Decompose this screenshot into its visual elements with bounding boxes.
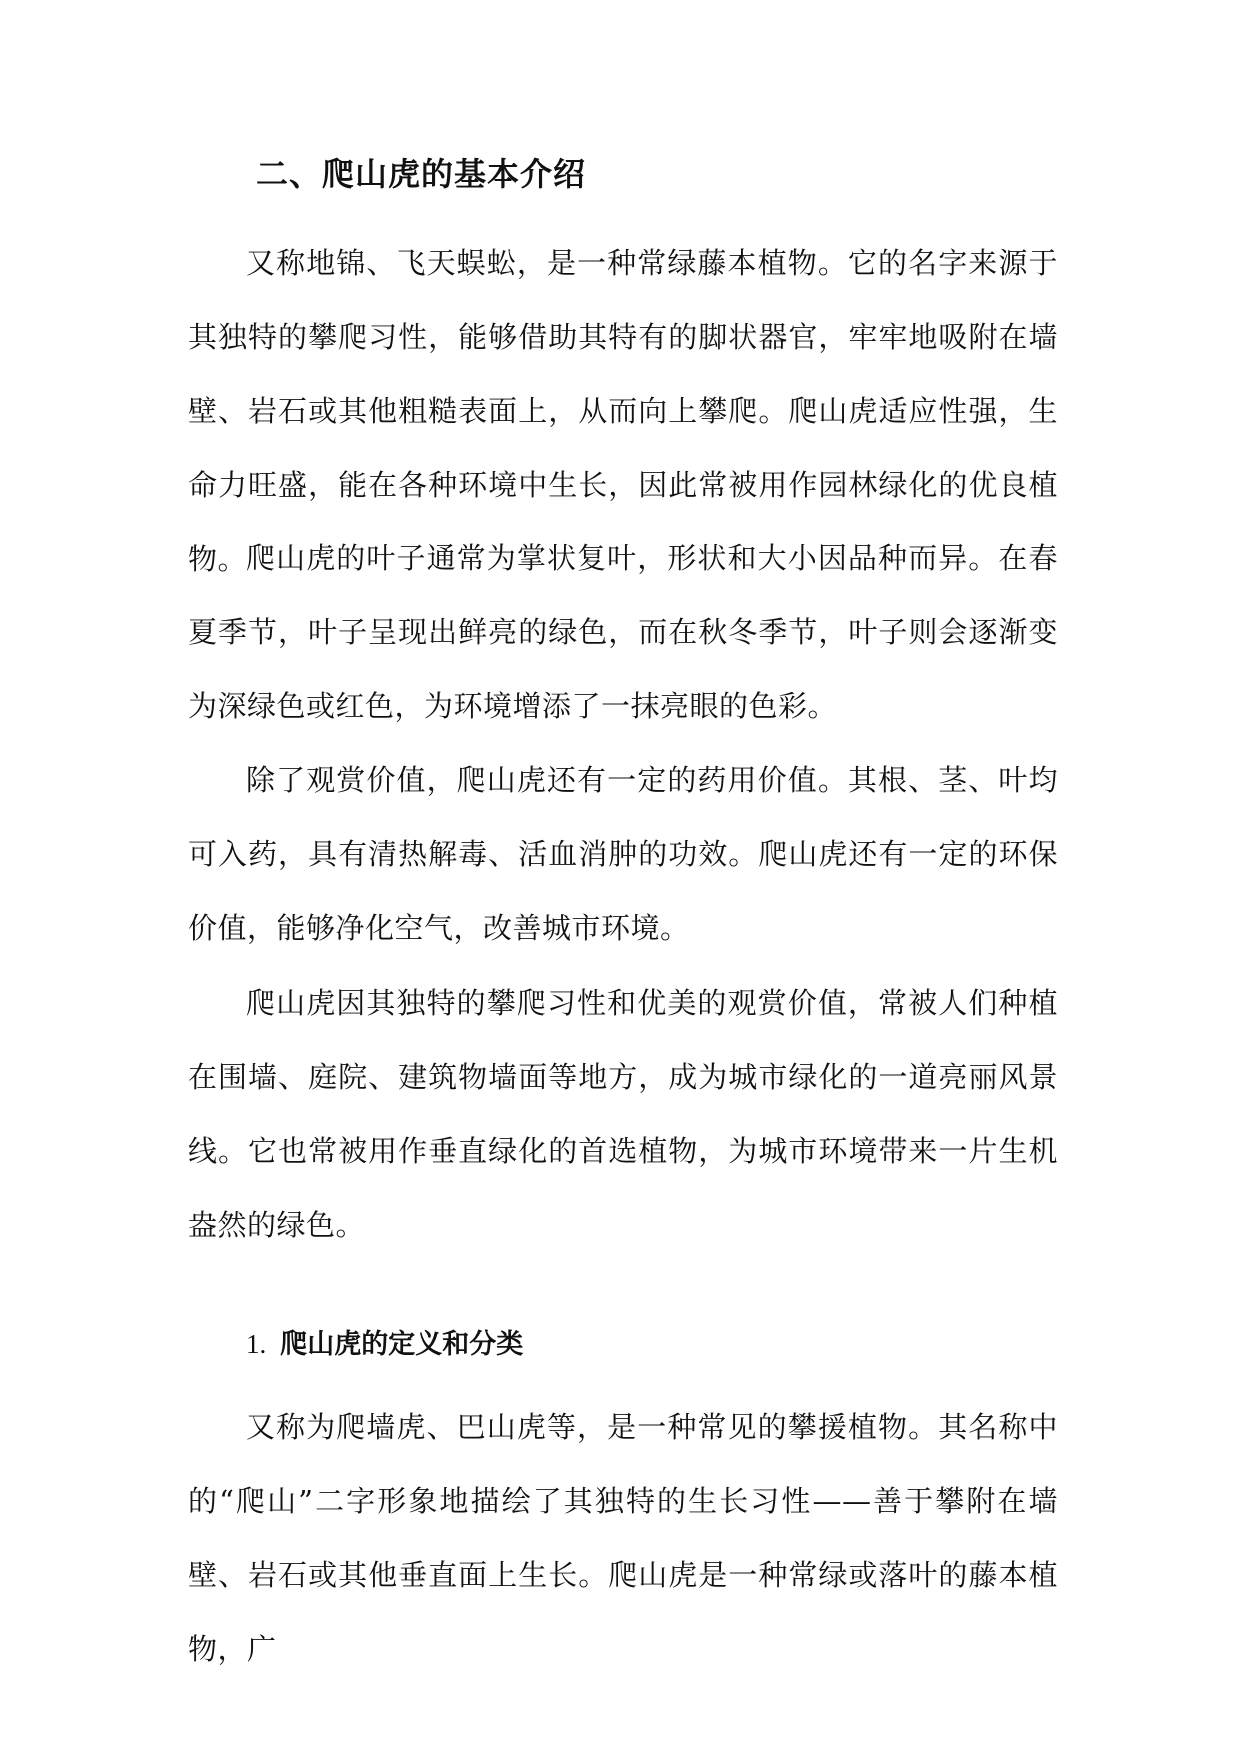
subsection-heading xyxy=(246,1317,523,1372)
paragraph-greening-use: 爬山虎因其独特的攀爬习性和优美的观赏价值，常被人们种植在围墙、庭院、建筑物墙面等地方，成为城市绿化的一道亮丽风景线。它也常被用作垂直绿化的首选植物，为城市环境带来一片生机盎然的绿色。 xyxy=(188,986,1058,1242)
paragraph-intro: 又称地锦、飞天蜈蚣，是一种常绿藤本植物。它的名字来源于其独特的攀爬习性，能够借助其特有的脚状器官，牢牢地吸附在墙壁、岩石或其他粗糙表面上，从而向上攀爬。爬山虎适应性强，生命力旺盛，能在各种环境中生长，因此常被用作园林绿化的优良植物。 xyxy=(188,246,1058,576)
subsection-number: 1. xyxy=(246,1329,267,1359)
paragraph-definition: 又称为爬墙虎、巴山虎等，是一种常见的攀援植物。其名称中的“爬山”二字形象地描绘了其独特的生长习性——善于攀附在墙壁、岩石或其他垂直面上生长。爬山虎是一种常绿或落叶的藤本植物，广 xyxy=(188,1410,1058,1666)
subsection-title: 爬山虎的定义和分类 xyxy=(280,1329,524,1360)
paragraph-leaves: 爬山虎的叶子通常为掌状复叶，形状和大小因品种而异。在春夏季节，叶子呈现出鲜亮的绿色，而在秋冬季节，叶子则会逐渐变为深绿色或红色，为环境增添了一抹亮眼的色彩。 xyxy=(188,541,1058,723)
paragraph-medicinal-value: 除了观赏价值，爬山虎还有一定的药用价值。其根、茎、叶均可入药，具有清热解毒、活血消肿的功效。爬山虎还有一定的环保价值，能够净化空气，改善城市环境。 xyxy=(188,763,1058,945)
section-heading: 二、爬山虎的基本介绍 xyxy=(256,155,587,193)
